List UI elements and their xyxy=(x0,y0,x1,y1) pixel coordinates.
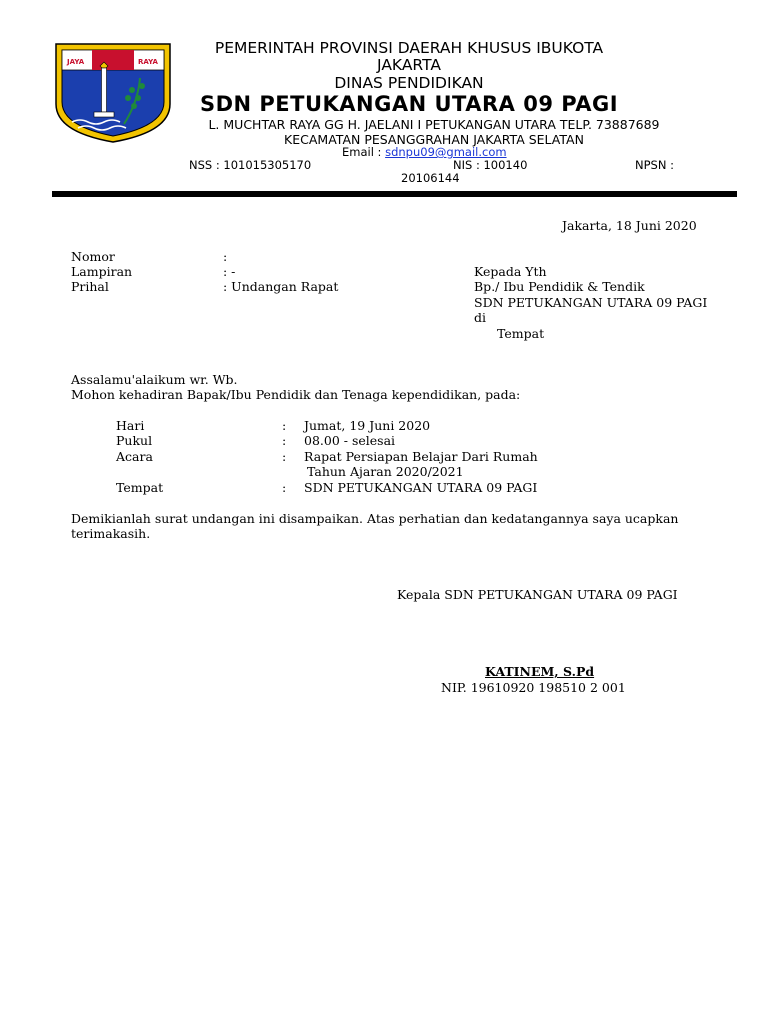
signature-nip: NIP. 19610920 198510 2 001 xyxy=(441,680,626,695)
recipient-line: SDN PETUKANGAN UTARA 09 PAGI xyxy=(474,295,708,310)
detail-colon: : xyxy=(282,449,287,464)
meta-prihal-label: Prihal xyxy=(71,279,109,294)
signature-title: Kepala SDN PETUKANGAN UTARA 09 PAGI xyxy=(397,587,678,602)
detail-value: 08.00 - selesai xyxy=(304,433,396,448)
greeting: Assalamu'alaikum wr. Wb. xyxy=(71,372,238,387)
meta-lampiran-label: Lampiran xyxy=(71,264,133,279)
svg-text:RAYA: RAYA xyxy=(138,58,158,66)
recipient-line: Bp./ Ibu Pendidik & Tendik xyxy=(474,279,645,294)
meta-nomor-value: : xyxy=(223,249,228,264)
school-name: SDN PETUKANGAN UTARA 09 PAGI xyxy=(199,92,619,116)
letterhead-line1: PEMERINTAH PROVINSI DAERAH KHUSUS IBUKOTA xyxy=(214,39,604,57)
detail-colon: : xyxy=(282,480,287,495)
closing-paragraph-line1: Demikianlah surat undangan ini disampaikan. Atas perhatian dan kedatangannya saya ucapkan xyxy=(71,511,679,526)
email-link[interactable]: sdnpu09@gmail.com xyxy=(385,145,507,159)
detail-value: SDN PETUKANGAN UTARA 09 PAGI xyxy=(304,480,538,495)
detail-label: Acara xyxy=(116,449,153,464)
signature-name: KATINEM, S.Pd xyxy=(485,664,595,679)
email-row xyxy=(342,145,507,159)
svg-text:JAYA: JAYA xyxy=(67,58,85,66)
school-district: KECAMATAN PESANGGRAHAN JAKARTA SELATAN xyxy=(284,132,584,147)
recipient-line: di xyxy=(474,310,486,325)
detail-value: Rapat Persiapan Belajar Dari Rumah xyxy=(304,449,538,464)
npsn-label: NPSN : xyxy=(635,158,674,172)
detail-label: Tempat xyxy=(116,480,164,495)
nss: NSS : 101015305170 xyxy=(189,158,312,172)
letterhead-line3: DINAS PENDIDIKAN xyxy=(334,74,484,92)
email-label: Email : xyxy=(342,145,382,159)
letterhead-line2: JAKARTA xyxy=(377,56,441,74)
detail-colon: : xyxy=(282,418,287,433)
detail-value-continuation: Tahun Ajaran 2020/2021 xyxy=(307,464,464,479)
detail-label: Pukul xyxy=(116,433,153,448)
detail-colon: : xyxy=(282,433,287,448)
intro-paragraph: Mohon kehadiran Bapak/Ibu Pendidik dan Tenaga kependidikan, pada: xyxy=(71,387,521,402)
npsn-value: 20106144 xyxy=(401,171,460,185)
school-address: L. MUCHTAR RAYA GG H. JAELANI I PETUKANGAN UTARA TELP. 73887689 xyxy=(208,117,660,132)
meta-prihal-value: : Undangan Rapat xyxy=(223,279,339,294)
nis: NIS : 100140 xyxy=(453,158,528,172)
detail-value: Jumat, 19 Juni 2020 xyxy=(304,418,431,433)
recipient-line: Kepada Yth xyxy=(474,264,547,279)
detail-label: Hari xyxy=(116,418,145,433)
closing-paragraph-line2: terimakasih. xyxy=(71,526,151,541)
place-date: Jakarta, 18 Juni 2020 xyxy=(562,218,697,233)
letterhead-divider xyxy=(52,191,737,197)
meta-lampiran-value: : - xyxy=(223,264,236,279)
meta-nomor-label: Nomor xyxy=(71,249,115,264)
recipient-line: Tempat xyxy=(497,326,545,341)
